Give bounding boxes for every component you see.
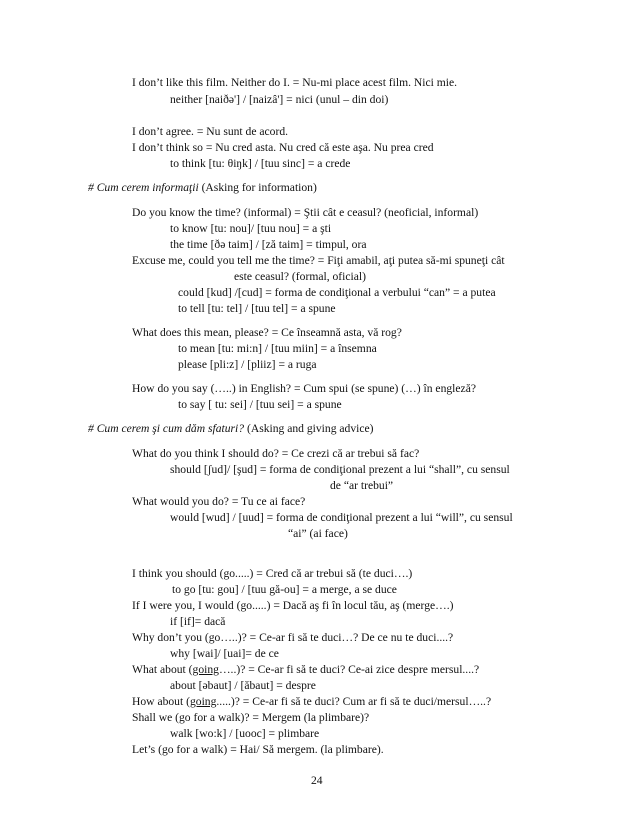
text-line: What would you do? = Tu ce ai face? [132,495,306,508]
text-segment: What about ( [132,663,193,676]
text-line: este ceasul? (formal, oficial) [234,270,366,283]
text-line: de “ar trebui” [330,479,394,492]
text-line: If I were you, I would (go.....) = Dacă aş fi în locul tău, aş (merge….) [132,599,454,612]
text-line: should [ʃud]/ [şud] = forma de condiţional prezent a lui “shall”, cu sensul [170,463,510,476]
page-number: 24 [311,774,323,787]
text-line: Do you know the time? (informal) = Ştii cât e ceasul? (neoficial, informal) [132,206,479,219]
text-line: to go [tu: gou] / [tuu gă-ou] = a merge, a se duce [172,583,397,596]
text-line: why [wai]/ [uai]= de ce [170,647,279,660]
section-heading-title: # Cum cerem informaţii [88,181,199,194]
text-segment: .....)? = Ce-ar fi să te duci? Cum ar fi să te duci/mersul…..? [216,695,492,708]
underlined-word: going [189,695,217,708]
text-line: about [əbaut] / [ăbaut] = despre [170,679,316,692]
text-line: walk [wo:k] / [uooc] = plimbare [170,727,320,740]
text-line: I think you should (go.....) = Cred că ar trebui să (te duci….) [132,567,413,580]
section-heading-subtitle: (Asking and giving advice) [244,422,374,435]
section-heading [88,181,317,195]
text-line: the time [ðə taim] / [ză taim] = timpul, ora [170,238,367,251]
text-line: I don’t like this film. Neither do I. = Nu-mi place acest film. Nici mie. [132,76,458,89]
section-heading [88,422,374,436]
text-line: What do you think I should do? = Ce crezi că ar trebui să fac? [132,447,420,460]
text-line: if [if]= dacă [170,615,226,628]
text-line: to mean [tu: mi:n] / [tuu miin] = a însemna [178,342,377,355]
text-line: I don’t agree. = Nu sunt de acord. [132,125,289,138]
text-line: Let’s (go for a walk) = Hai/ Să mergem. (la plimbare). [132,743,384,756]
section-heading-subtitle: (Asking for information) [198,181,317,194]
text-line: I don’t think so = Nu cred asta. Nu cred că este aşa. Nu prea cred [132,141,434,154]
text-line: to tell [tu: tel] / [tuu tel] = a spune [178,302,336,315]
text-line: Why don’t you (go…..)? = Ce-ar fi să te duci…? De ce nu te duci....? [132,631,454,644]
section-heading-title: # Cum cerem şi cum dăm sfaturi? [88,422,245,435]
text-line: What does this mean, please? = Ce înseamnă asta, vă rog? [132,326,402,339]
text-segment: …..)? = Ce-ar fi să te duci? Ce-ai zice despre mersul....? [218,663,480,676]
text-line: to know [tu: nou]/ [tuu nou] = a şti [170,222,332,235]
text-line [132,695,491,709]
text-line: to think [tu: θiŋk] / [tuu sinc] = a crede [170,157,351,170]
text-line: would [wud] / [uud] = forma de condiţional prezent a lui “will”, cu sensul [170,511,513,524]
text-line: could [kud] /[cud] = forma de condiţional a verbului “can” = a putea [178,286,496,299]
text-line: How do you say (…..) in English? = Cum spui (se spune) (…) în engleză? [132,382,476,395]
text-line: Shall we (go for a walk)? = Mergem (la plimbare)? [132,711,370,724]
text-line: “ai” (ai face) [288,527,348,540]
text-line: neither [naiðə'] / [naizâ'] = nici (unul – din doi) [170,93,389,106]
text-line: Excuse me, could you tell me the time? = Fiţi amabil, aţi putea să-mi spuneţi cât [132,254,505,267]
text-line: to say [ tu: sei] / [tuu sei] = a spune [178,398,342,411]
text-line: please [pli:z] / [pliiz] = a ruga [178,358,317,371]
text-segment: How about ( [132,695,190,708]
text-line [132,663,479,677]
underlined-word: going [192,663,219,676]
